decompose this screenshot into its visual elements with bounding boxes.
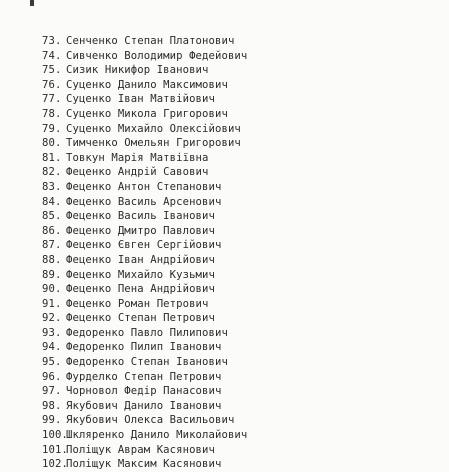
entry-number: 85.	[42, 210, 62, 223]
entry-number: 75.	[42, 64, 62, 77]
list-item	[42, 195, 247, 210]
entry-number: 77.	[42, 93, 62, 106]
entry-name: Феценко Василь Іванович	[66, 210, 215, 223]
list-item	[42, 209, 247, 224]
entry-number: 88.	[42, 253, 62, 266]
list-item	[42, 355, 247, 370]
entry-name: Федоренко Пилип Іванович	[66, 341, 222, 354]
entry-number: 89.	[42, 268, 62, 281]
entry-name: Феценко Пена Андрійович	[66, 283, 215, 296]
list-item	[42, 282, 247, 297]
list-item	[42, 238, 247, 253]
list-item	[42, 253, 247, 268]
list-item	[42, 34, 247, 49]
entry-number: 102.	[42, 458, 68, 471]
entry-name: Фурделко Степан Петрович	[66, 370, 222, 383]
list-item	[42, 63, 247, 78]
entry-number: 101.	[42, 443, 68, 456]
entry-name: Поліщук Аврам Касянович	[66, 443, 215, 456]
entry-number: 81.	[42, 151, 62, 164]
list-item	[42, 413, 247, 428]
entry-name: Феценко Євген Сергійович	[66, 239, 222, 252]
list-item	[42, 165, 247, 180]
list-item	[42, 384, 247, 399]
entry-name: Суценко Михайло Олексійович	[66, 122, 241, 135]
entry-name: Феценко Іван Андрійович	[66, 253, 215, 266]
entry-name: Сивченко Володимир Федейович	[66, 49, 248, 62]
entry-number: 97.	[42, 385, 62, 398]
list-item	[42, 268, 247, 283]
list-item	[42, 122, 247, 137]
entry-name: Феценко Дмитро Павлович	[66, 224, 215, 237]
list-item	[42, 49, 247, 64]
list-item	[42, 224, 247, 239]
entry-number: 95.	[42, 356, 62, 369]
entry-number: 93.	[42, 326, 62, 339]
entry-name: Феценко Роман Петрович	[66, 297, 209, 310]
entry-name: Чорновол Федір Панасович	[66, 385, 222, 398]
list-item	[42, 443, 247, 458]
entry-name: Шкляренко Данило Миколайович	[66, 429, 248, 442]
entry-name: Суценко Микола Григорович	[66, 107, 228, 120]
list-item	[42, 151, 247, 166]
entry-name: Феценко Андрій Савович	[66, 166, 209, 179]
list-item	[42, 340, 247, 355]
entry-name: Тимченко Омельян Григорович	[66, 137, 241, 150]
entry-name: Поліщук Максим Касянович	[66, 458, 222, 471]
entry-name: Феценко Василь Арсенович	[66, 195, 222, 208]
entry-name: Сизик Никифор Іванович	[66, 64, 209, 77]
entry-number: 99.	[42, 414, 62, 427]
scan-mark	[30, 0, 34, 6]
list-item	[42, 92, 247, 107]
list-item	[42, 136, 247, 151]
entry-name: Феценко Степан Петрович	[66, 312, 215, 325]
list-item	[42, 326, 247, 341]
entry-number: 79.	[42, 122, 62, 135]
entry-name: Сенченко Степан Платонович	[66, 35, 235, 47]
entry-number: 87.	[42, 239, 62, 252]
name-list	[42, 34, 247, 472]
list-item	[42, 311, 247, 326]
entry-number: 74.	[42, 49, 62, 62]
list-item	[42, 370, 247, 385]
entry-number: 84.	[42, 195, 62, 208]
entry-number: 83.	[42, 180, 62, 193]
entry-number: 94.	[42, 341, 62, 354]
list-item	[42, 180, 247, 195]
entry-name: Феценко Михайло Кузьмич	[66, 268, 215, 281]
entry-number: 86.	[42, 224, 62, 237]
entry-name: Федоренко Степан Іванович	[66, 356, 228, 369]
entry-number: 80.	[42, 137, 62, 150]
entry-number: 90.	[42, 283, 62, 296]
list-item	[42, 457, 247, 472]
list-item	[42, 399, 247, 414]
entry-name: Суценко Данило Максимович	[66, 78, 228, 91]
entry-number: 91.	[42, 297, 62, 310]
entry-name: Феценко Антон Степанович	[66, 180, 222, 193]
entry-number: 76.	[42, 78, 62, 91]
entry-number: 82.	[42, 166, 62, 179]
entry-number: 96.	[42, 370, 62, 383]
entry-name: Якубович Данило Іванович	[66, 399, 222, 412]
entry-number: 100.	[42, 429, 68, 442]
entry-number: 73.	[42, 35, 62, 47]
list-item	[42, 107, 247, 122]
entry-number: 92.	[42, 312, 62, 325]
entry-name: Якубович Олекса Васильович	[66, 414, 235, 427]
entry-number: 98.	[42, 399, 62, 412]
entry-name: Суценко Іван Матвійович	[66, 93, 215, 106]
list-item	[42, 297, 247, 312]
entry-name: Товкун Марія Матвіївна	[66, 151, 209, 164]
list-item	[42, 78, 247, 93]
entry-name: Федоренко Павло Пилипович	[66, 326, 228, 339]
entry-number: 78.	[42, 107, 62, 120]
list-item	[42, 428, 247, 443]
